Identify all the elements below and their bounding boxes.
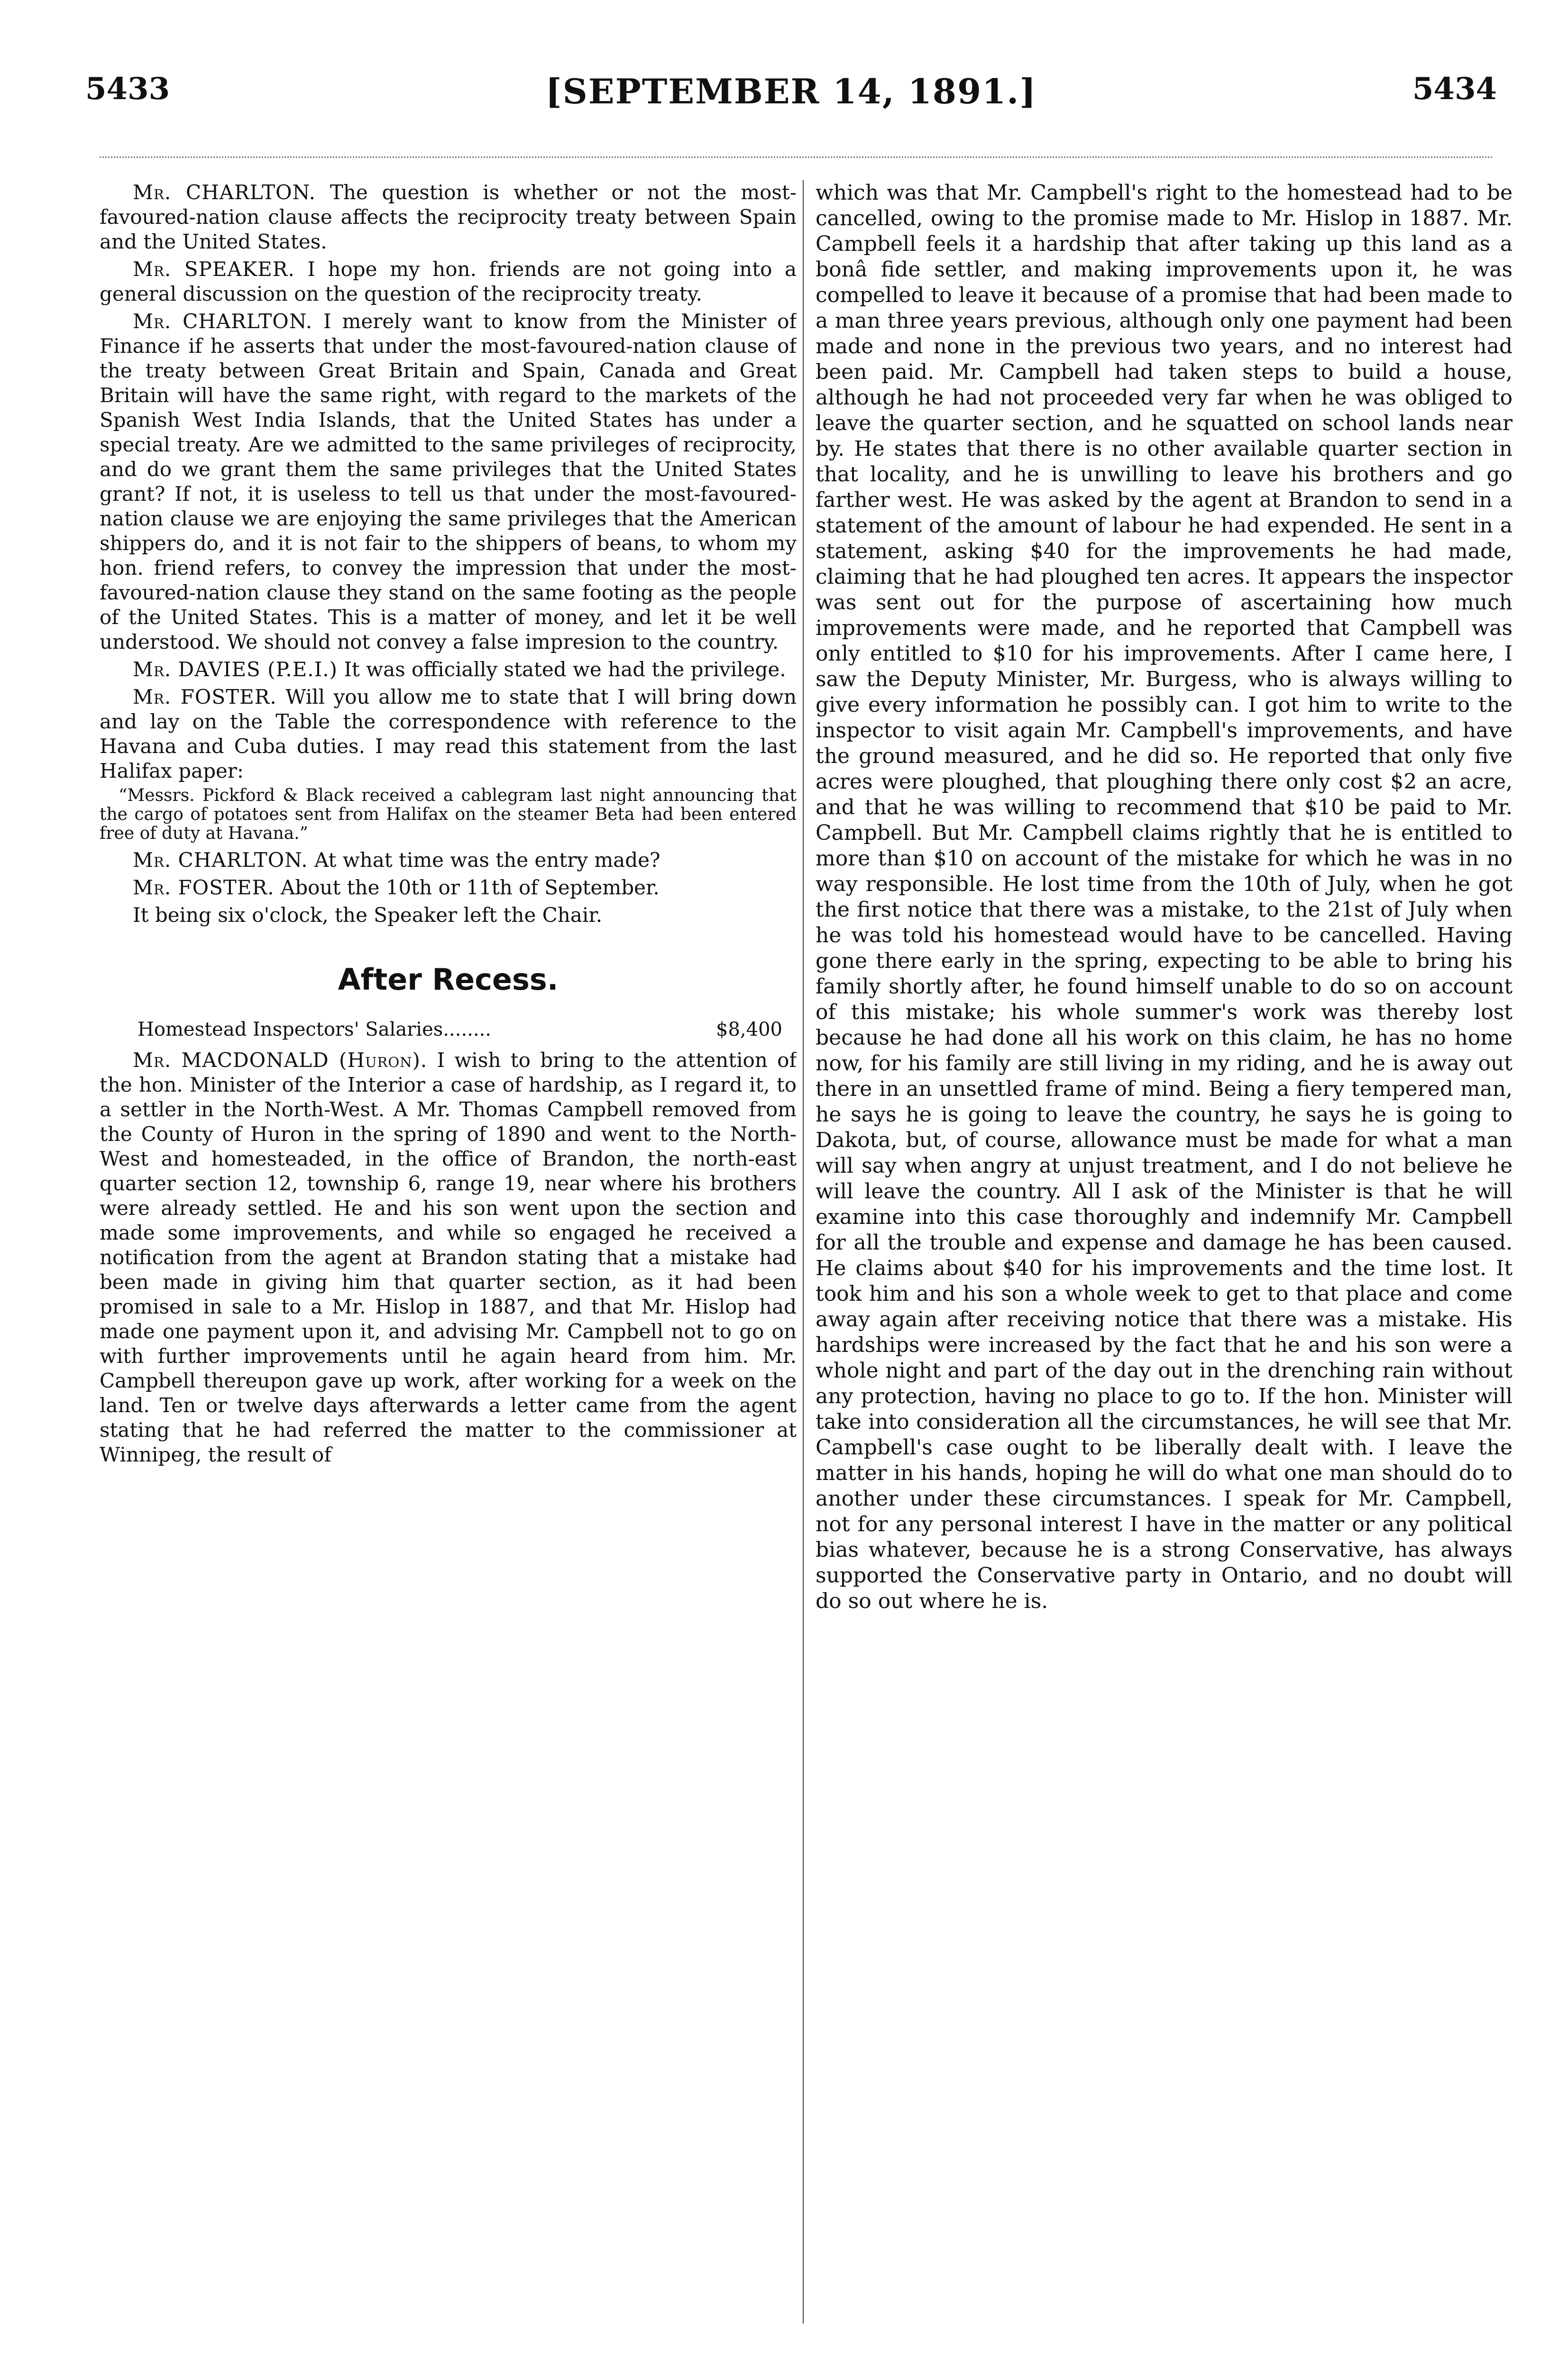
section-heading: After Recess. — [338, 962, 559, 997]
column-divider — [803, 180, 804, 2324]
paragraph — [100, 875, 797, 900]
page-header — [85, 71, 1497, 123]
right-column — [816, 180, 1513, 2333]
page-number-left: 5433 — [85, 71, 170, 107]
speech-text: The question is whether or not the most-favoured-nation clause affects the reciprocity treaty between Spain and the United States. — [100, 181, 797, 253]
speaker-name: Mr. CHARLTON. — [133, 181, 316, 204]
supply-item — [100, 1018, 797, 1041]
speech-text: I merely want to know from the Minister of Finance if he asserts that under the most-favoured-nation clause of the treaty between Great Britain and Spain, Canada and Great Britain will have the same right, with regard to the markets of the Spanish West India Islands, that the United States has under a special treaty. Are we admitted to the same privileges of reciprocity, and do we grant them the same privileges that the United States grant? If not, it is useless to tell us that under the most-favoured-nation clause we are enjoying the same privileges that the American shippers do, and it is not fair to the shippers of beans, to whom my hon. friend refers, to convey the impression that under the most-favoured-nation clause they stand on the same footing as the people of the United States. This is a matter of money, and let it be well understood. We should not convey a false impresion to the country. — [100, 310, 797, 653]
quoted-cablegram: “Messrs. Pickford & Black received a cablegram last night announcing that the cargo of potatoes sent from Halifax on the steamer Beta had been entered free of duty at Havana.” — [100, 786, 797, 843]
speaker-name: Mr. MACDONALD (Huron). — [133, 1048, 428, 1072]
supply-item-amount: $8,400 — [716, 1019, 782, 1040]
speaker-name: Mr. FOSTER. — [133, 685, 277, 708]
speech-text: I hope my hon. friends are not going into a general discussion on the question of the reciprocity treaty. — [100, 257, 797, 305]
paragraph — [100, 657, 797, 682]
speech-text: About the 10th or 11th of September. — [274, 876, 660, 899]
speaker-name: Mr. CHARLTON. — [133, 310, 313, 333]
speech-text: It was officially stated we had the privilege. — [337, 658, 786, 681]
page-date-title: [SEPTEMBER 14, 1891.] — [545, 71, 1037, 111]
speaker-name: Mr. FOSTER. — [133, 876, 275, 899]
paragraph — [100, 685, 797, 783]
speech-text: At what time was the entry made? — [308, 848, 660, 872]
speech-text: Will you allow me to state that I will bring down and lay on the Table the correspondence with reference to the Havana and Cuba duties. I may read this statement from the last Halifax paper: — [100, 685, 797, 782]
paragraph: which was that Mr. Campbell's right to the homestead had to be cancelled, owing to the promise made to Mr. Hislop in 1887. Mr. Campbell feels it a hardship that after taking up this land as a bonâ fide settler, and making improvements upon it, he was compelled to leave it because of a promise that had been made to a man three years previous, although only one payment had been made and none in the previous two years, and no interest had been paid. Mr. Campbell had taken steps to build a house, although he had not proceeded very far when he was obliged to leave the quarter section, and he squatted on school lands near by. He states that there is no other available quarter section in that locality, and he is unwilling to leave his brothers and go farther west. He was asked by the agent at Brandon to send in a statement of the amount of labour he had expended. He sent in a statement, asking $40 for the improvements he had made, claiming that he had ploughed ten acres. It appears the inspector was sent out for the purpose of ascertaining how much improvements were made, and he reported that Campbell was only entitled to $10 for his improvements. After I came here, I saw the Deputy Minister, Mr. Burgess, who is always willing to give every information he possibly can. I got him to write to the inspector to visit again Mr. Campbell's improvements, and have the ground measured, and he did so. He reported that only five acres were ploughed, that ploughing there only cost $2 an acre, and that he was willing to recommend that $10 be paid to Mr. Campbell. But Mr. Campbell claims rightly that he is entitled to more than $10 on account of the mistake for which he was in no way responsible. He lost time from the 10th of July, when he got the first notice that there was a mistake, to the 21st of July when he was told his homestead would have to be cancelled. Having gone there early in the spring, expecting to be able to bring his family shortly after, he found himself unable to do so on account of this mistake; his whole summer's work was thereby lost because he had done all his work on this claim, he has no home now, for his family are still living in my riding, and he is away out there in an unsettled frame of mind. Being a fiery tempered man, he says he is going to leave the country, he says he is going to Dakota, but, of course, allowance must be made for what a man will say when angry at unjust treatment, and I do not believe he will leave the country. All I ask of the Minister is that he will examine into this case thoroughly and indemnify Mr. Campbell for all the trouble and expense and damage he has been caused. He claims about $40 for his improvements and the time lost. It took him and his son a whole week to get to that place and come away again after receiving notice that there was a mistake. His hardships were increased by the fact that he and his son were a whole night and part of the day out in the drenching rain without any protection, having no place to go to. If the hon. Minister will take into consideration all the circumstances, he will see that Mr. Campbell's case ought to be liberally dealt with. I leave the matter in his hands, hoping he will do what one man should do to another under these circumstances. I speak for Mr. Campbell, not for any personal interest I have in the matter or any political bias whatever, because he is a strong Conservative, has always supported the Conservative party in Ontario, and no doubt will do so out where he is. — [816, 181, 1513, 1613]
paragraph — [100, 309, 797, 654]
page-number-right: 5434 — [1412, 71, 1497, 107]
header-rule — [100, 156, 1492, 158]
paragraph — [100, 848, 797, 873]
paragraph — [100, 1048, 797, 1467]
speaker-name: Mr. DAVIES (P.E.I.) — [133, 658, 338, 681]
left-column — [100, 180, 797, 2333]
supply-item-label: Homestead Inspectors' Salaries........ — [138, 1019, 492, 1040]
paragraph — [100, 903, 797, 928]
paragraph — [100, 257, 797, 306]
speaker-name: Mr. SPEAKER. — [133, 257, 295, 281]
speech-text: It being six o'clock, the Speaker left the Chair. — [133, 903, 603, 927]
speech-text: I wish to bring to the attention of the hon. Minister of the Interior a case of hardship, as I regard it, to a settler in the North-West. A Mr. Thomas Campbell removed from the County of Huron in the spring of 1890 and went to the North-West and homesteaded, in the office of Brandon, the north-east quarter section 12, township 6, range 19, near where his brothers were already settled. He and his son went upon the section and made some improvements, and while so engaged he received a notification from the agent at Brandon stating that a mistake had been made in giving him that quarter section, as it had been promised in sale to a Mr. Hislop in 1887, and that Mr. Hislop had made one payment upon it, and advising Mr. Campbell not to go on with further improvements until he again heard from him. Mr. Campbell thereupon gave up work, after working for a week on the land. Ten or twelve days afterwards a letter came from the agent stating that he had referred the matter to the commissioner at Winnipeg, the result of — [100, 1048, 797, 1466]
paragraph — [100, 180, 797, 254]
speaker-name: Mr. CHARLTON. — [133, 848, 308, 872]
